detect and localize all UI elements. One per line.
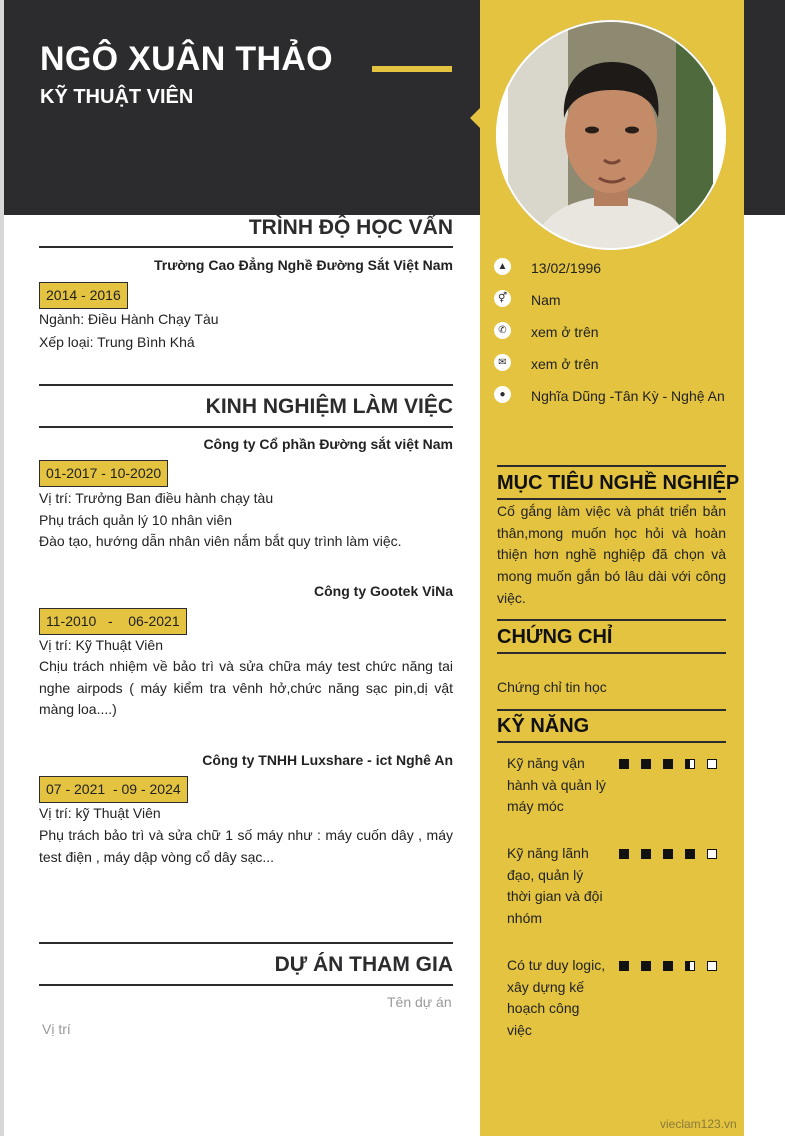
skills-heading: KỸ NĂNG xyxy=(497,715,590,737)
location-icon: ● xyxy=(494,386,511,403)
skill-level-square xyxy=(663,759,673,769)
skill-level-square xyxy=(707,849,717,859)
section-rule xyxy=(39,942,453,944)
accent-bar xyxy=(372,66,452,72)
phone: xem ở trên xyxy=(531,324,599,340)
skill-name: Kỹ năng vận hành và quản lý máy móc xyxy=(507,755,606,814)
job-line: Vị trí: Trưởng Ban điều hành chạy tàu xyxy=(39,490,274,506)
skill-level-square xyxy=(663,849,673,859)
section-rule xyxy=(39,984,453,986)
footer-brand: vieclam123.vn xyxy=(660,1117,737,1131)
section-rule xyxy=(39,384,453,386)
education-grade: Xếp loại: Trung Bình Khá xyxy=(39,334,195,350)
email: xem ở trên xyxy=(531,356,599,372)
job-line: Vị trí: kỹ Thuật Viên xyxy=(39,805,161,821)
section-rule xyxy=(497,498,726,500)
company-name: Công ty Gootek ViNa xyxy=(314,583,453,599)
objective-heading: MỤC TIÊU NGHỀ NGHIỆP xyxy=(497,472,740,494)
section-rule xyxy=(497,465,726,467)
job-period: 07 - 2021 - 09 - 2024 xyxy=(39,776,188,803)
certificate-item: Chứng chỉ tin học xyxy=(497,679,607,695)
skill-level-square xyxy=(707,961,717,971)
section-rule xyxy=(39,206,453,208)
company-name: Công ty Cổ phần Đường sắt việt Nam xyxy=(203,436,453,452)
section-rule xyxy=(497,619,726,621)
section-rule xyxy=(39,246,453,248)
skill-name: Có tư duy logic, xây dựng kế hoạch công việc xyxy=(507,957,606,1038)
avatar-photo xyxy=(496,20,726,250)
candidate-name: NGÔ XUÂN THẢO xyxy=(40,40,333,78)
skill-level-square xyxy=(663,961,673,971)
section-rule xyxy=(497,709,726,711)
education-heading: TRÌNH ĐỘ HỌC VẤN xyxy=(248,216,453,239)
job-line: Phụ trách bảo trì và sửa chữ 1 số máy như : máy cuốn dây , máy test điện , máy dập vòng cổ dây sạc... xyxy=(39,827,453,865)
avatar xyxy=(496,20,726,250)
birth-date: 13/02/1996 xyxy=(531,260,602,276)
objective-text: Cố gắng làm việc và phát triển bản thân,mong muốn học hỏi và hoàn thiện hơn nghề nghiệp đã chọn và mong muốn gắn bó lâu dài với công việc. xyxy=(497,503,726,606)
gender-icon: ⚥ xyxy=(494,290,511,307)
skill-level-square xyxy=(685,759,695,769)
job-period: 01-2017 - 10-2020 xyxy=(39,460,168,487)
phone-icon: ✆ xyxy=(494,322,511,339)
section-rule xyxy=(39,426,453,428)
skill-level-square xyxy=(619,849,629,859)
school-name: Trường Cao Đẳng Nghề Đường Sắt Việt Nam xyxy=(154,257,453,273)
skill-level-square xyxy=(641,759,651,769)
email-icon: ✉ xyxy=(494,354,511,371)
company-name: Công ty TNHH Luxshare - ict Nghê An xyxy=(202,752,453,768)
experience-heading: KINH NGHIỆM LÀM VIỆC xyxy=(205,395,453,418)
section-rule xyxy=(497,652,726,654)
section-rule xyxy=(497,741,726,743)
skill-level-square xyxy=(641,961,651,971)
project-role-field[interactable]: Vị trí xyxy=(42,1021,71,1037)
job-line: Vị trí: Kỹ Thuật Viên xyxy=(39,637,163,653)
education-major: Ngành: Điều Hành Chạy Tàu xyxy=(39,311,219,327)
job-line: Đào tạo, hướng dẫn nhân viên nắm bắt quy trình làm việc. xyxy=(39,533,402,549)
education-period: 2014 - 2016 xyxy=(39,282,128,309)
projects-heading: DỰ ÁN THAM GIA xyxy=(274,953,453,976)
skill-level-square xyxy=(619,759,629,769)
address: Nghĩa Dũng -Tân Kỳ - Nghệ An xyxy=(531,388,725,404)
skill-name: Kỹ năng lãnh đạo, quản lý thời gian và đội nhóm xyxy=(507,845,603,926)
certificates-heading: CHỨNG CHỈ xyxy=(497,626,613,648)
candidate-title: KỸ THUẬT VIÊN xyxy=(40,86,194,108)
skill-level-square xyxy=(685,849,695,859)
project-name-field[interactable]: Tên dự án xyxy=(387,994,452,1010)
skill-level-square xyxy=(685,961,695,971)
job-line: Chịu trách nhiệm về bảo trì và sửa chữa máy test chức năng tai nghe airpods ( máy kiểm tra vênh hở,chức năng sạc pin,dị vật màng loa....) xyxy=(39,658,453,717)
skill-level-square xyxy=(707,759,717,769)
gender: Nam xyxy=(531,292,561,308)
skill-level-square xyxy=(619,961,629,971)
job-period: 11-2010 - 06-2021 xyxy=(39,608,187,635)
birthday-icon: ▲ xyxy=(494,258,511,275)
sidebar-notch xyxy=(470,108,480,128)
job-line: Phụ trách quản lý 10 nhân viên xyxy=(39,512,233,528)
skill-level-square xyxy=(641,849,651,859)
